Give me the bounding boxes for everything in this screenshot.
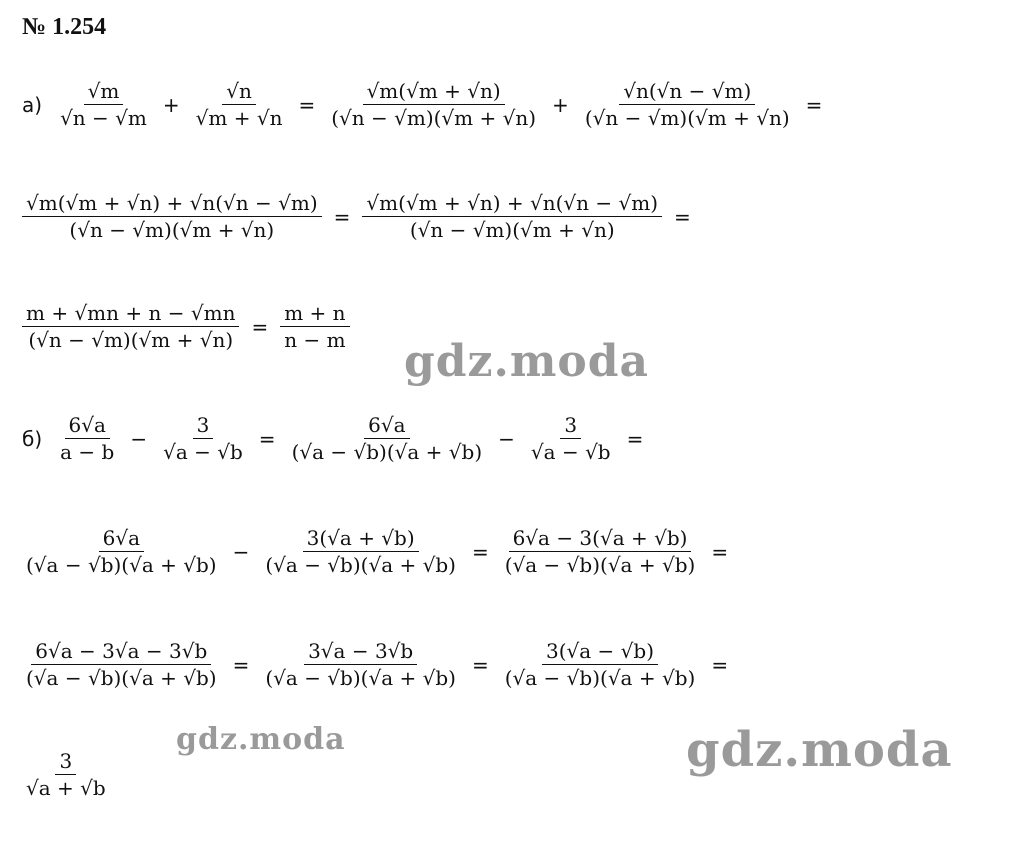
numerator: 3(√a + √b) [303,525,419,552]
fraction [362,190,662,243]
equals-sign: = [258,426,276,451]
equals-sign: = [711,652,729,677]
denominator: (√a − √b)(√a + √b) [26,553,217,577]
part-b-line-2 [22,525,740,578]
fraction [288,412,487,465]
equals-sign: = [471,652,489,677]
fraction [22,638,221,691]
fraction [56,78,151,131]
denominator: (√a − √b)(√a + √b) [291,440,483,464]
fraction [327,78,540,131]
denominator: (√a − √b)(√a + √b) [265,666,456,690]
watermark: gdz.moda [404,336,650,387]
denominator: (√a − √b)(√a + √b) [265,553,456,577]
operator: − [130,426,148,451]
equals-sign: = [298,92,316,117]
denominator: √m + √n [195,106,283,130]
equals-sign: = [471,539,489,564]
fraction [261,525,460,578]
operator: − [498,426,515,451]
numerator: 6√a [99,525,144,552]
denominator: a − b [60,440,115,464]
part-a-label: а) [22,92,43,117]
equals-sign: = [805,92,823,117]
denominator: (√n − √m)(√m + √n) [584,106,790,130]
denominator: (√n − √m)(√m + √n) [409,218,615,242]
numerator: √n [222,78,256,105]
part-b-label: б) [22,426,43,451]
fraction [192,78,287,131]
part-b-line-1 [22,412,655,465]
numerator: √n(√n − √m) [619,78,755,105]
operator: − [232,539,250,564]
fraction [22,300,239,353]
denominator: (√n − √m)(√m + √n) [331,106,537,130]
denominator: √a + √b [26,776,106,800]
problem-number: № 1.254 [22,14,107,40]
equals-sign: = [711,539,729,564]
part-a-line-3 [22,300,350,353]
denominator: (√a − √b)(√a + √b) [26,666,217,690]
denominator: √n − √m [60,106,147,130]
fraction [527,412,615,465]
fraction [501,638,700,691]
part-b-line-3 [22,638,740,691]
denominator: √a − √b [163,440,243,464]
fraction [280,300,349,353]
operator: + [162,92,180,117]
numerator: m + √mn + n − √mn [22,300,239,327]
fraction [22,190,322,243]
numerator: 3 [560,412,581,439]
denominator: n − m [284,328,346,352]
numerator: 6√a − 3(√a + √b) [509,525,692,552]
numerator: 3(√a − √b) [542,638,658,665]
watermark: gdz.moda [176,722,346,757]
numerator: √m(√m + √n) [363,78,505,105]
part-a-line-2 [22,190,703,243]
denominator: (√n − √m)(√m + √n) [28,328,234,352]
fraction [581,78,794,131]
equals-sign: = [626,426,644,451]
numerator: 6√a [65,412,110,439]
numerator: 6√a − 3√a − 3√b [31,638,211,665]
denominator: (√n − √m)(√m + √n) [69,218,275,242]
part-b-line-4 [22,748,110,801]
numerator: √m(√m + √n) + √n(√n − √m) [362,190,662,217]
numerator: √m(√m + √n) + √n(√n − √m) [22,190,322,217]
numerator: 3√a − 3√b [304,638,417,665]
numerator: 3 [193,412,214,439]
equals-sign: = [674,204,691,229]
fraction [22,748,110,801]
numerator: 6√a [364,412,409,439]
fraction [159,412,247,465]
fraction [56,412,118,465]
fraction [501,525,700,578]
numerator: m + n [280,300,349,327]
numerator: 3 [55,748,76,775]
denominator: √a − √b [530,440,611,464]
denominator: (√a − √b)(√a + √b) [504,553,696,577]
denominator: (√a − √b)(√a + √b) [504,666,696,690]
part-a-line-1 [22,78,834,131]
equals-sign: = [232,652,250,677]
fraction [261,638,460,691]
equals-sign: = [333,204,351,229]
equals-sign: = [251,314,269,339]
fraction [22,525,221,578]
operator: + [552,92,569,117]
numerator: √m [84,78,124,105]
watermark: gdz.moda [686,722,953,778]
